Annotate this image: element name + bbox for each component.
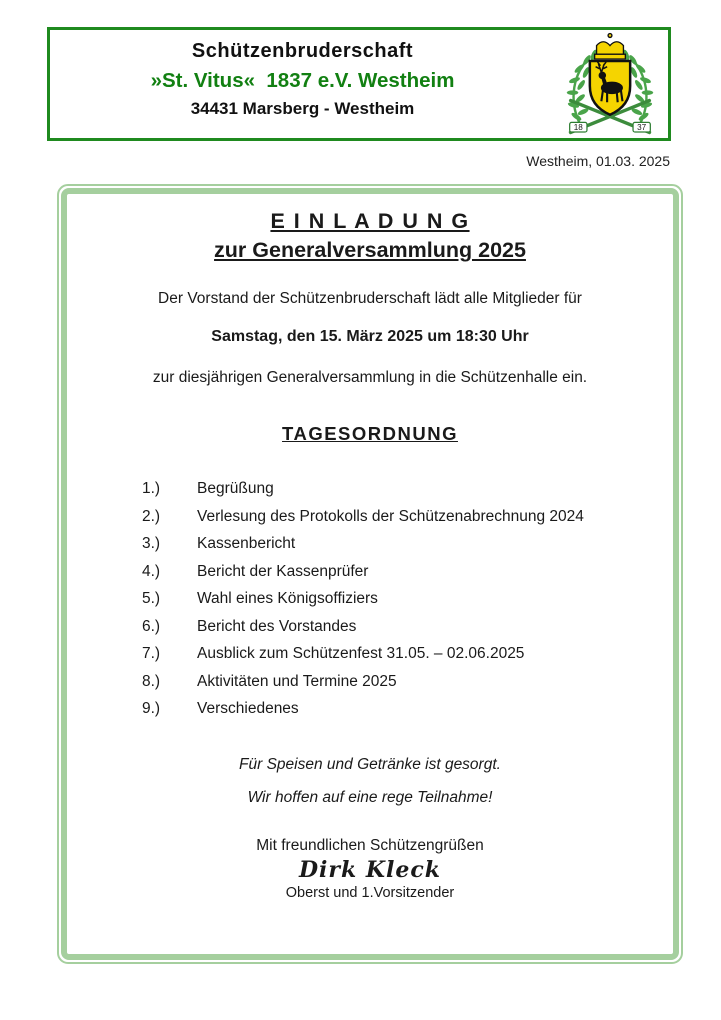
agenda-title: TAGESORDNUNG (282, 423, 458, 444)
agenda-item-text: Ausblick zum Schützenfest 31.05. – 02.06.2025 (197, 645, 525, 662)
crown-icon (595, 34, 626, 59)
agenda-item-text: Verschiedenes (197, 700, 299, 717)
agenda-item-text: Bericht des Vorstandes (197, 617, 357, 635)
invitation-frame (57, 184, 683, 964)
catering-note: Für Speisen und Getränke ist gesorgt. (239, 755, 501, 773)
letterhead (47, 27, 671, 141)
signature-role: Oberst und 1.Vorsitzender (285, 884, 455, 901)
agenda-item-number: 7.) (142, 645, 161, 662)
agenda-item (142, 530, 673, 558)
agenda-item (142, 585, 673, 613)
agenda-list (142, 475, 673, 723)
agenda-item-number: 5.) (142, 590, 161, 607)
year-banners (570, 122, 651, 132)
club-subtitle: »St. Vitus« 1837 e.V. Westheim (150, 69, 455, 92)
agenda-item-text: Verlesung des Protokolls der Schützenabrechnung 2024 (197, 507, 584, 525)
agenda-item-text: Aktivitäten und Termine 2025 (197, 672, 397, 690)
club-name: Schützenbruderschaft (191, 40, 414, 62)
agenda-item (142, 558, 673, 586)
date-line: Westheim, 01.03. 2025 (526, 153, 670, 169)
agenda-item (142, 503, 673, 531)
banner-year-right: 37 (637, 123, 647, 133)
agenda-item-number: 8.) (142, 672, 161, 690)
event-datetime: Samstag, den 15. März 2025 um 18:30 Uhr (211, 328, 529, 345)
intro-text-2: zur diesjährigen Generalversammlung in die Schützenhalle ein. (152, 369, 588, 386)
signature: Dirk Kleck (298, 856, 442, 883)
agenda-item-number: 3.) (142, 535, 161, 552)
letterhead-text (50, 40, 555, 119)
participation-note: Wir hoffen auf eine rege Teilnahme! (247, 788, 493, 806)
agenda-item-number: 9.) (142, 700, 161, 717)
intro-text: Der Vorstand der Schützenbruderschaft lädt alle Mitglieder für (158, 290, 582, 307)
agenda-item (142, 475, 673, 503)
agenda-item (142, 668, 673, 696)
agenda-item (142, 613, 673, 641)
banner-year-left: 18 (573, 123, 583, 133)
agenda-item-text: Kassenbericht (197, 535, 296, 552)
club-crest-icon (562, 32, 658, 136)
agenda-item-text: Bericht der Kassenprüfer (197, 562, 369, 580)
invitation-subtitle: zur Generalversammlung 2025 (214, 238, 526, 262)
closing-line: Mit freundlichen Schützengrüßen (256, 836, 484, 854)
invitation-title: E I N L A D U N G (270, 209, 470, 233)
agenda-item (142, 640, 673, 668)
club-address: 34431 Marsberg - Westheim (190, 99, 415, 118)
agenda-item-number: 1.) (142, 480, 161, 497)
agenda-item-text: Wahl eines Königsoffiziers (197, 590, 378, 607)
agenda-item (142, 695, 673, 723)
agenda-item-number: 2.) (142, 507, 161, 525)
invitation-body (61, 188, 679, 960)
agenda-item-number: 4.) (142, 562, 161, 580)
agenda-item-text: Begrüßung (197, 480, 274, 497)
agenda-item-number: 6.) (142, 617, 161, 635)
